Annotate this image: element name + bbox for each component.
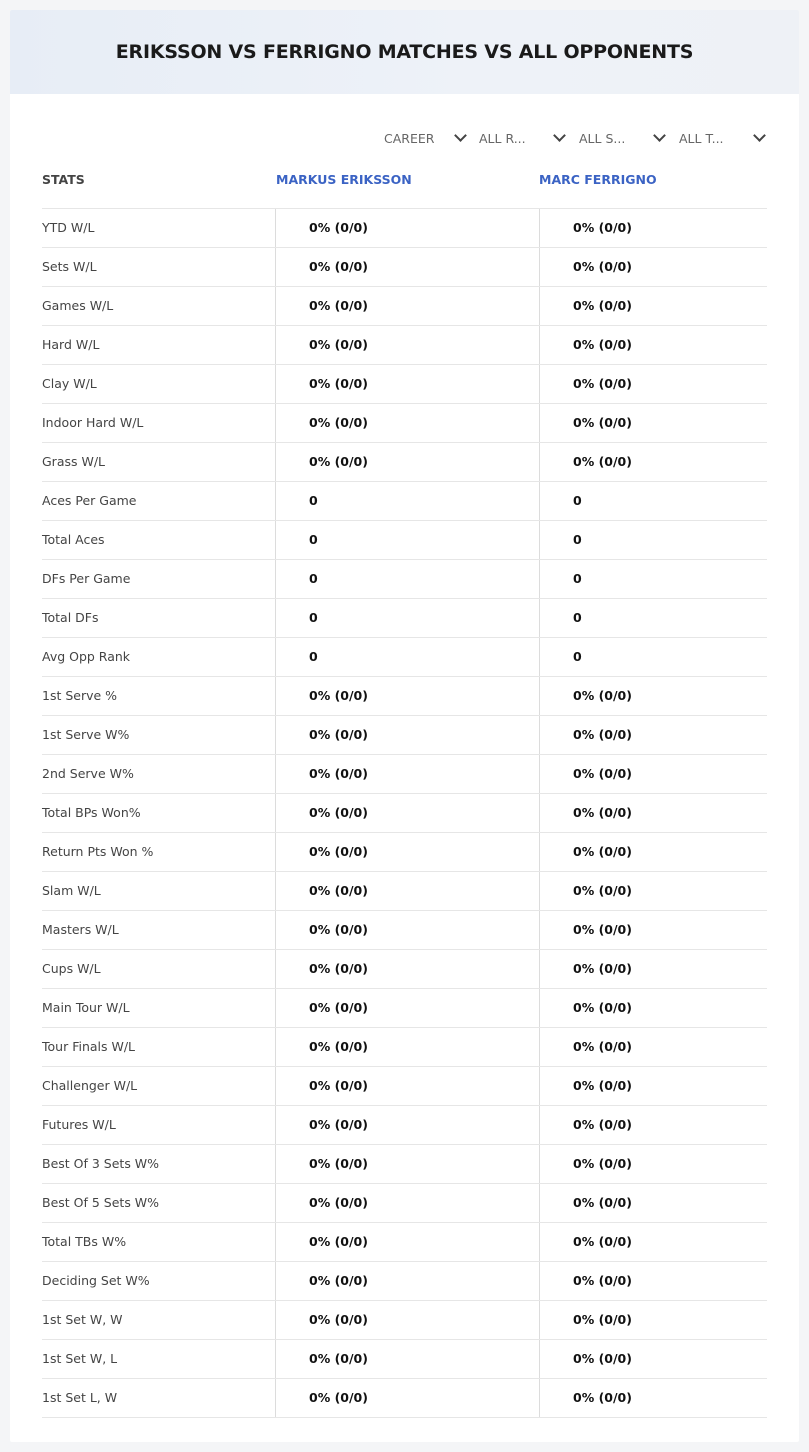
player2-stat-value: 0% (0/0) bbox=[539, 248, 768, 286]
stat-label: Total TBs W% bbox=[42, 1234, 127, 1249]
table-row bbox=[42, 1066, 767, 1105]
player2-stat-value: 0% (0/0) bbox=[539, 365, 768, 403]
filter-surface-label: ALL S... bbox=[579, 130, 626, 146]
table-row bbox=[42, 364, 767, 403]
player2-stat-value: 0% (0/0) bbox=[539, 989, 768, 1027]
stat-label: 1st Serve % bbox=[42, 688, 118, 703]
filter-bar bbox=[10, 128, 799, 148]
player1-stat-value: 0% (0/0) bbox=[275, 1067, 539, 1105]
player2-stat-value: 0 bbox=[539, 560, 768, 598]
table-row bbox=[42, 1144, 767, 1183]
player2-stat-value: 0% (0/0) bbox=[539, 950, 768, 988]
filter-tournament-select[interactable] bbox=[679, 128, 724, 148]
table-row bbox=[42, 676, 767, 715]
table-row bbox=[42, 637, 767, 676]
stats-card bbox=[10, 10, 799, 1442]
table-row bbox=[42, 1261, 767, 1300]
player2-stat-value: 0 bbox=[539, 599, 768, 637]
table-row bbox=[42, 832, 767, 871]
stat-label: DFs Per Game bbox=[42, 571, 131, 586]
stat-label: Best Of 5 Sets W% bbox=[42, 1195, 160, 1210]
page-header bbox=[10, 10, 799, 94]
page-title: ERIKSSON VS FERRIGNO MATCHES VS ALL OPPONENTS bbox=[115, 41, 694, 63]
filter-round-select[interactable] bbox=[479, 128, 526, 148]
table-row bbox=[42, 208, 767, 247]
player1-stat-value: 0% (0/0) bbox=[275, 872, 539, 910]
stat-label: Challenger W/L bbox=[42, 1078, 138, 1093]
player1-stat-value: 0% (0/0) bbox=[275, 326, 539, 364]
table-row bbox=[42, 247, 767, 286]
player2-stat-value: 0% (0/0) bbox=[539, 1145, 768, 1183]
player2-stat-value: 0% (0/0) bbox=[539, 287, 768, 325]
player1-stat-value: 0% (0/0) bbox=[275, 443, 539, 481]
player1-stat-value: 0 bbox=[275, 638, 539, 676]
player2-stat-value: 0% (0/0) bbox=[539, 833, 768, 871]
player1-stat-value: 0% (0/0) bbox=[275, 794, 539, 832]
stat-label: Hard W/L bbox=[42, 337, 100, 352]
player1-stat-value: 0% (0/0) bbox=[275, 1145, 539, 1183]
player2-stat-value: 0% (0/0) bbox=[539, 755, 768, 793]
filter-tournament-label: ALL T... bbox=[679, 130, 724, 146]
player1-stat-value: 0 bbox=[275, 482, 539, 520]
player1-stat-value: 0% (0/0) bbox=[275, 989, 539, 1027]
player1-stat-value: 0% (0/0) bbox=[275, 950, 539, 988]
table-row bbox=[42, 442, 767, 481]
stat-label: Slam W/L bbox=[42, 883, 101, 898]
player1-stat-value: 0% (0/0) bbox=[275, 1223, 539, 1261]
stat-label: 1st Set L, W bbox=[42, 1390, 118, 1405]
stat-label: 2nd Serve W% bbox=[42, 766, 134, 781]
player2-stat-value: 0 bbox=[539, 638, 768, 676]
stats-table-body bbox=[42, 208, 767, 1418]
player1-stat-value: 0% (0/0) bbox=[275, 1340, 539, 1378]
chevron-down-icon bbox=[553, 129, 566, 142]
player1-stat-value: 0 bbox=[275, 521, 539, 559]
chevron-down-icon bbox=[653, 129, 666, 142]
stat-label: Futures W/L bbox=[42, 1117, 116, 1132]
player1-stat-value: 0 bbox=[275, 599, 539, 637]
player1-stat-value: 0% (0/0) bbox=[275, 716, 539, 754]
player1-stat-value: 0% (0/0) bbox=[275, 1262, 539, 1300]
stat-label: Tour Finals W/L bbox=[42, 1039, 136, 1054]
stat-label: Total BPs Won% bbox=[42, 805, 141, 820]
player1-stat-value: 0% (0/0) bbox=[275, 365, 539, 403]
stat-label: Cups W/L bbox=[42, 961, 101, 976]
player1-stat-value: 0% (0/0) bbox=[275, 911, 539, 949]
table-row bbox=[42, 910, 767, 949]
player1-stat-value: 0% (0/0) bbox=[275, 677, 539, 715]
player1-stat-value: 0% (0/0) bbox=[275, 1106, 539, 1144]
player2-stat-value: 0% (0/0) bbox=[539, 1379, 768, 1417]
player1-stat-value: 0% (0/0) bbox=[275, 287, 539, 325]
stat-label: Aces Per Game bbox=[42, 493, 137, 508]
player2-stat-value: 0% (0/0) bbox=[539, 872, 768, 910]
player1-stat-value: 0% (0/0) bbox=[275, 404, 539, 442]
table-row bbox=[42, 754, 767, 793]
player2-stat-value: 0% (0/0) bbox=[539, 911, 768, 949]
table-header bbox=[42, 170, 767, 208]
stat-label: Indoor Hard W/L bbox=[42, 415, 144, 430]
player2-stat-value: 0 bbox=[539, 482, 768, 520]
player2-stat-value: 0 bbox=[539, 521, 768, 559]
player1-stat-value: 0% (0/0) bbox=[275, 755, 539, 793]
filter-round-label: ALL R... bbox=[479, 130, 526, 146]
chevron-down-icon bbox=[454, 129, 467, 142]
stat-label: 1st Set W, W bbox=[42, 1312, 123, 1327]
player2-stat-value: 0% (0/0) bbox=[539, 677, 768, 715]
stat-label: Masters W/L bbox=[42, 922, 119, 937]
stat-label: Best Of 3 Sets W% bbox=[42, 1156, 160, 1171]
stat-label: 1st Set W, L bbox=[42, 1351, 118, 1366]
player1-stat-value: 0 bbox=[275, 560, 539, 598]
player1-stat-value: 0% (0/0) bbox=[275, 209, 539, 247]
chevron-down-icon bbox=[753, 129, 766, 142]
player1-stat-value: 0% (0/0) bbox=[275, 248, 539, 286]
player2-stat-value: 0% (0/0) bbox=[539, 794, 768, 832]
table-row bbox=[42, 793, 767, 832]
stat-label: YTD W/L bbox=[42, 220, 95, 235]
player2-stat-value: 0% (0/0) bbox=[539, 1028, 768, 1066]
table-row bbox=[42, 1222, 767, 1261]
table-row bbox=[42, 1378, 767, 1418]
filter-surface-select[interactable] bbox=[579, 128, 625, 148]
table-row bbox=[42, 559, 767, 598]
player1-stat-value: 0% (0/0) bbox=[275, 833, 539, 871]
stat-label: Avg Opp Rank bbox=[42, 649, 131, 664]
player1-stat-value: 0% (0/0) bbox=[275, 1028, 539, 1066]
table-row bbox=[42, 949, 767, 988]
player2-stat-value: 0% (0/0) bbox=[539, 1301, 768, 1339]
player2-stat-value: 0% (0/0) bbox=[539, 1067, 768, 1105]
table-row bbox=[42, 1105, 767, 1144]
player2-stat-value: 0% (0/0) bbox=[539, 1106, 768, 1144]
player2-stat-value: 0% (0/0) bbox=[539, 443, 768, 481]
player2-stat-value: 0% (0/0) bbox=[539, 404, 768, 442]
player2-column-header[interactable]: MARC FERRIGNO bbox=[539, 172, 657, 187]
player1-stat-value: 0% (0/0) bbox=[275, 1184, 539, 1222]
player2-stat-value: 0% (0/0) bbox=[539, 209, 768, 247]
stat-label: Clay W/L bbox=[42, 376, 97, 391]
stat-label: 1st Serve W% bbox=[42, 727, 130, 742]
table-row bbox=[42, 1027, 767, 1066]
stat-label: Return Pts Won % bbox=[42, 844, 154, 859]
player1-stat-value: 0% (0/0) bbox=[275, 1301, 539, 1339]
stats-column-header: STATS bbox=[42, 172, 85, 187]
stat-label: Main Tour W/L bbox=[42, 1000, 130, 1015]
table-row bbox=[42, 520, 767, 559]
table-row bbox=[42, 286, 767, 325]
stat-label: Total DFs bbox=[42, 610, 99, 625]
player1-stat-value: 0% (0/0) bbox=[275, 1379, 539, 1417]
player1-column-header[interactable]: MARKUS ERIKSSON bbox=[276, 172, 412, 187]
stat-label: Games W/L bbox=[42, 298, 114, 313]
stat-label: Total Aces bbox=[42, 532, 105, 547]
player2-stat-value: 0% (0/0) bbox=[539, 1223, 768, 1261]
filter-period-label: CAREER bbox=[384, 130, 435, 146]
filter-period-select[interactable] bbox=[384, 128, 434, 148]
player2-stat-value: 0% (0/0) bbox=[539, 716, 768, 754]
player2-stat-value: 0% (0/0) bbox=[539, 1184, 768, 1222]
stat-label: Deciding Set W% bbox=[42, 1273, 150, 1288]
table-row bbox=[42, 1300, 767, 1339]
player2-stat-value: 0% (0/0) bbox=[539, 326, 768, 364]
table-row bbox=[42, 871, 767, 910]
table-row bbox=[42, 715, 767, 754]
stat-label: Sets W/L bbox=[42, 259, 97, 274]
player2-stat-value: 0% (0/0) bbox=[539, 1340, 768, 1378]
table-row bbox=[42, 988, 767, 1027]
stat-label: Grass W/L bbox=[42, 454, 106, 469]
table-row bbox=[42, 481, 767, 520]
table-row bbox=[42, 598, 767, 637]
player2-stat-value: 0% (0/0) bbox=[539, 1262, 768, 1300]
table-row bbox=[42, 1339, 767, 1378]
table-row bbox=[42, 403, 767, 442]
table-row bbox=[42, 325, 767, 364]
table-row bbox=[42, 1183, 767, 1222]
